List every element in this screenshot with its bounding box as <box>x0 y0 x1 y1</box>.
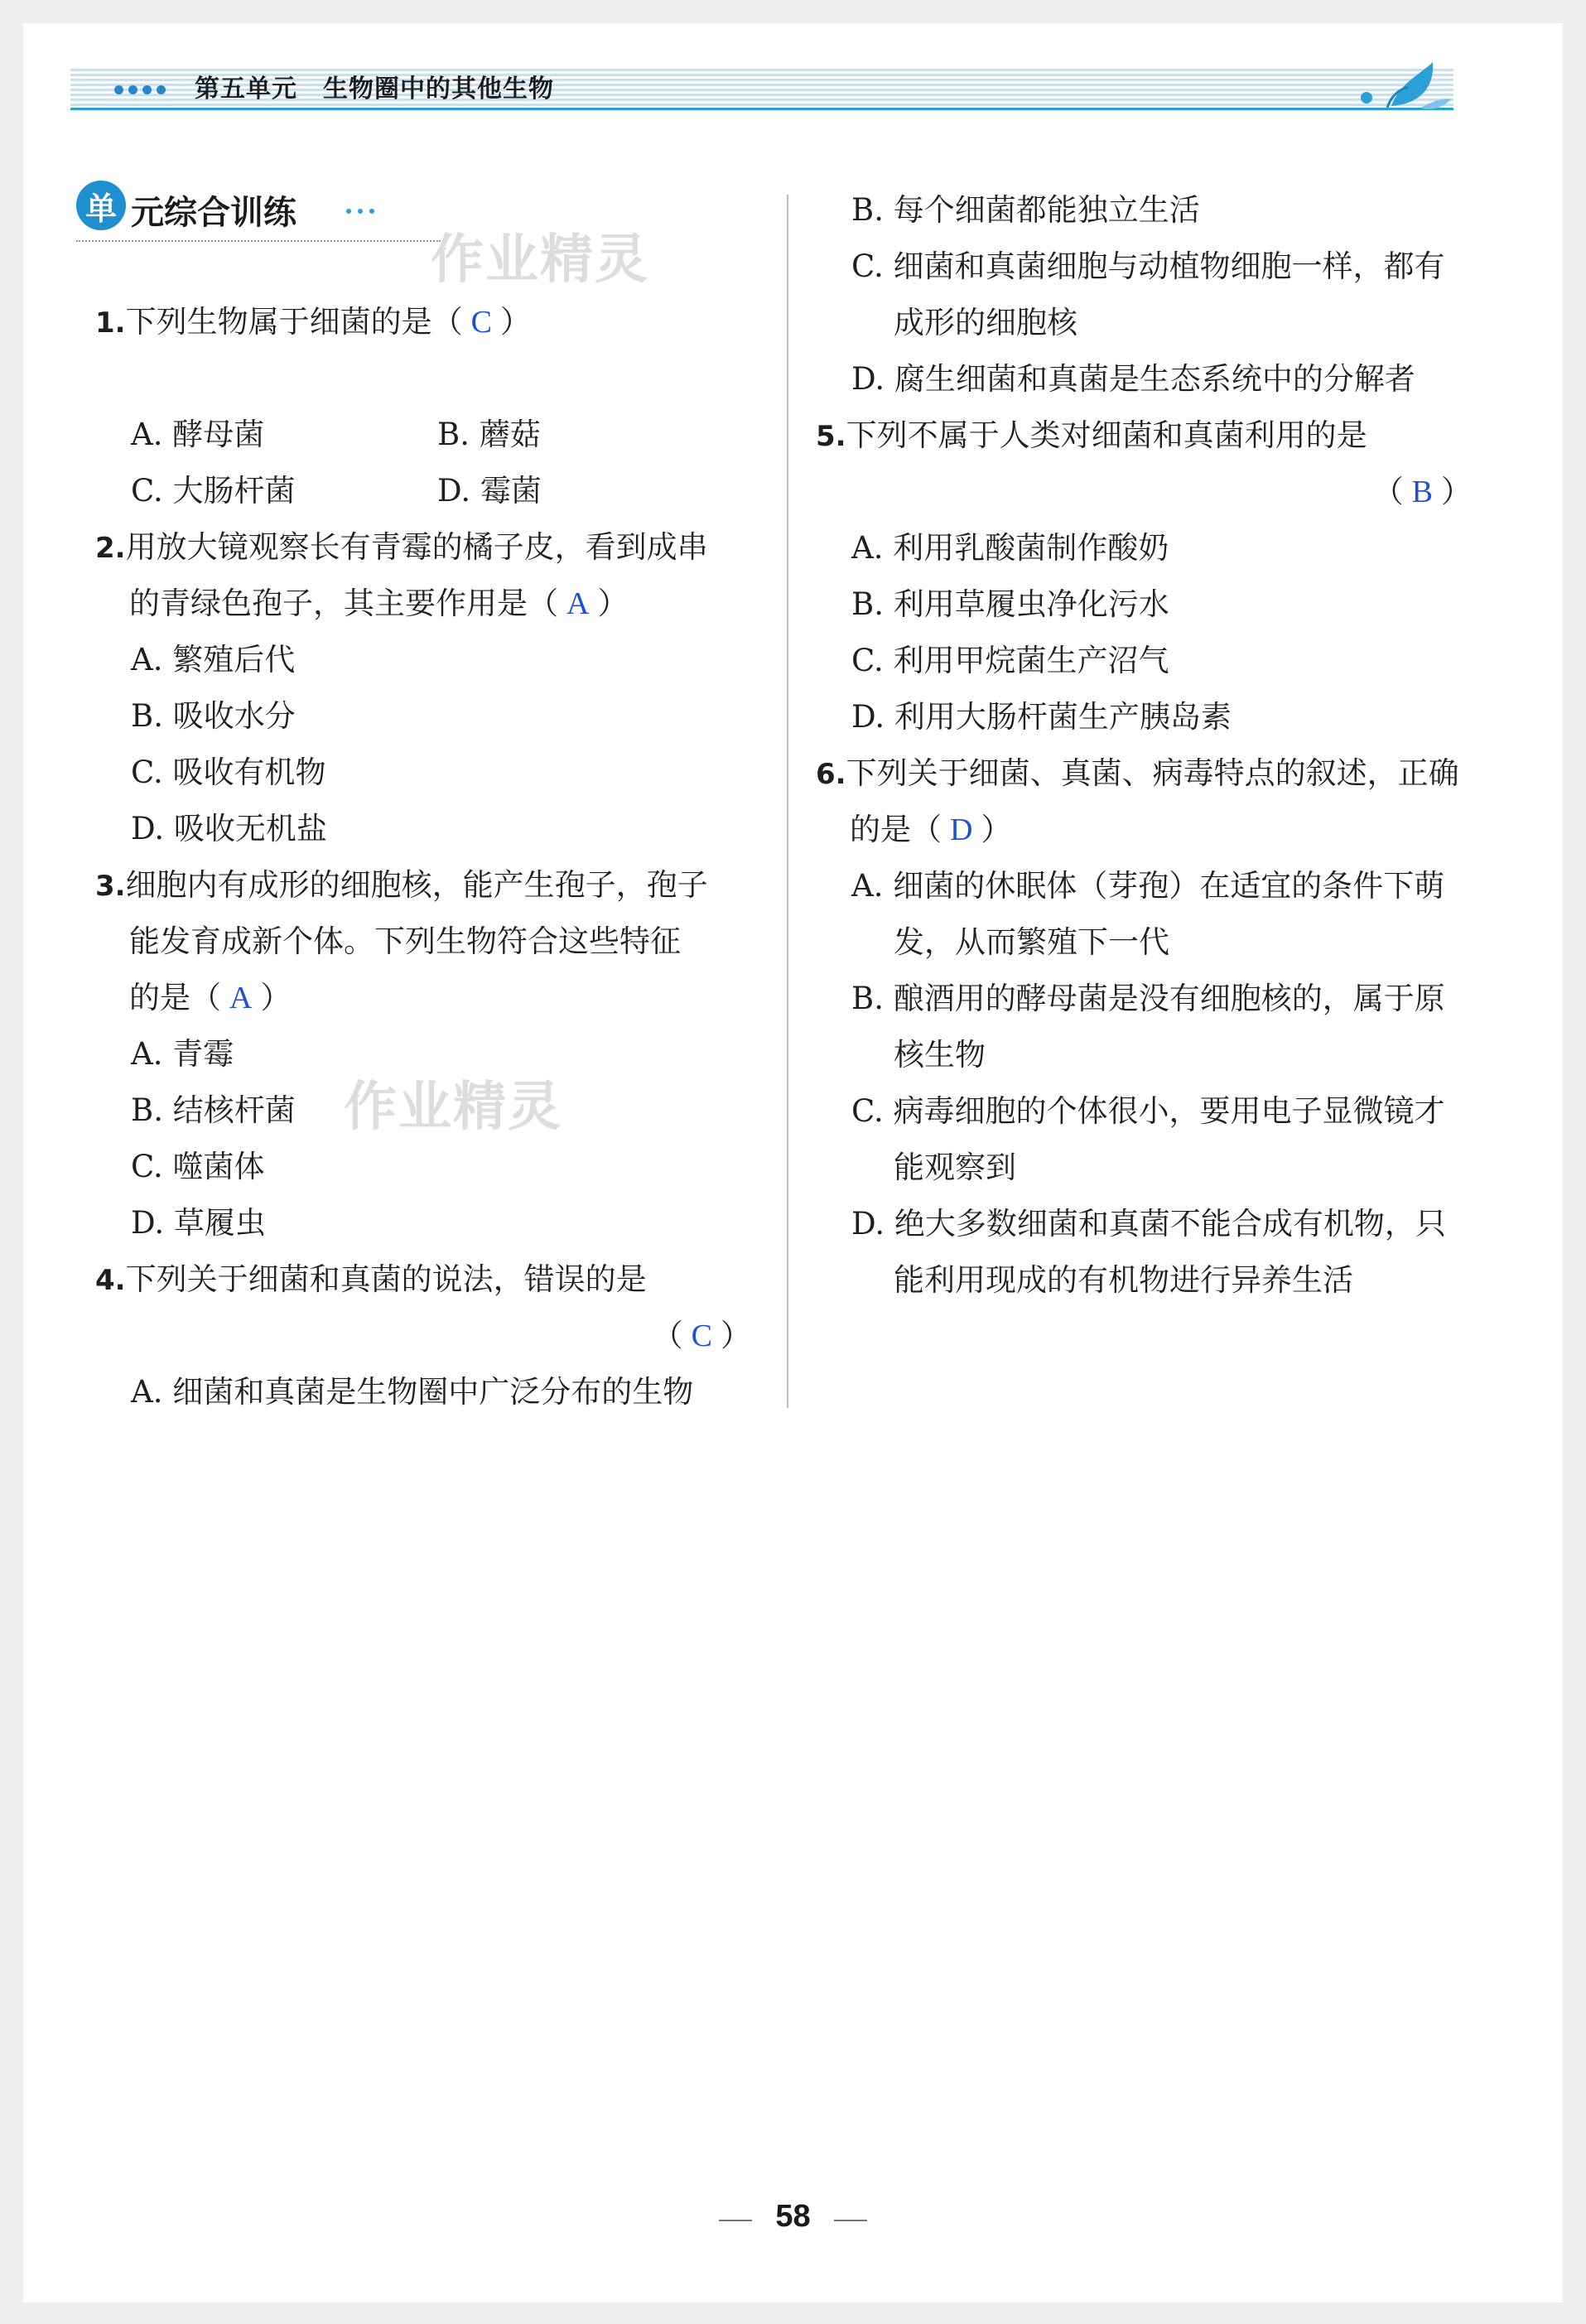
option: A. 酵母菌 <box>131 417 265 452</box>
option-cont: 核生物 <box>894 1037 986 1073</box>
section-dots-icon <box>346 209 374 214</box>
option: B. 利用草履虫净化污水 <box>851 586 1169 622</box>
question-6-stem-cont: 的是（ D ） <box>850 812 1012 847</box>
unit-title: 第五单元 生物圈中的其他生物 <box>195 75 554 104</box>
answer-6: D <box>950 812 973 847</box>
section-badge: 单 <box>76 181 126 230</box>
question-3-stem: 3.细胞内有成形的细胞核，能产生孢子，孢子 <box>95 867 708 903</box>
option: C. 大肠杆菌 <box>131 473 296 509</box>
question-4-stem: 4.下列关于细菌和真菌的说法，错误的是 <box>95 1261 647 1297</box>
option: D. 吸收无机盐 <box>131 811 327 846</box>
option: C. 利用甲烷菌生产沼气 <box>851 643 1169 678</box>
option-cont: 能利用现成的有机物进行异养生活 <box>894 1262 1353 1298</box>
column-divider <box>787 195 788 1408</box>
question-5-stem: 5.下列不属于人类对细菌和真菌利用的是 <box>816 417 1367 453</box>
question-5-answer-line: （ B ） <box>1372 474 1472 509</box>
left-column <box>95 294 758 1420</box>
answer-3: A <box>229 981 253 1015</box>
option: B. 结核杆菌 <box>131 1092 296 1128</box>
answer-5: B <box>1411 475 1433 509</box>
answer-1: C <box>470 305 492 340</box>
question-6-stem: 6.下列关于细菌、真菌、病毒特点的叙述，正确 <box>816 755 1459 791</box>
question-3-stem-cont: 能发育成新个体。下列生物符合这些特征 <box>129 923 681 959</box>
page-number-dash <box>834 2220 867 2221</box>
option: A. 青霉 <box>131 1036 234 1072</box>
option: D. 草履虫 <box>131 1205 266 1241</box>
watermark: 作业精灵 <box>344 1077 562 1138</box>
option: A. 繁殖后代 <box>131 642 296 677</box>
question-1-options-row <box>95 407 758 463</box>
option: C. 细菌和真菌细胞与动植物细胞一样，都有 <box>851 248 1445 284</box>
option: B. 每个细菌都能独立生活 <box>851 192 1200 228</box>
question-1-stem: 1.下列生物属于细菌的是（ C ） <box>95 304 531 340</box>
answer-2: A <box>566 586 590 621</box>
option: A. 细菌的休眠体（芽孢）在适宜的条件下萌 <box>851 868 1445 904</box>
section-underline <box>76 240 441 242</box>
option: C. 噬菌体 <box>131 1149 265 1184</box>
option: D. 霉菌 <box>437 473 542 509</box>
option: B. 酿酒用的酵母菌是没有细胞核的，属于原 <box>851 981 1445 1016</box>
option: A. 利用乳酸菌制作酸奶 <box>851 530 1169 566</box>
watermark: 作业精灵 <box>431 229 649 291</box>
option: D. 腐生细菌和真菌是生态系统中的分解者 <box>851 361 1415 397</box>
question-2-stem: 2.用放大镜观察长有青霉的橘子皮，看到成串 <box>95 529 708 565</box>
option: B. 蘑菇 <box>437 417 541 452</box>
header-dots-icon <box>114 85 166 94</box>
option-cont: 成形的细胞核 <box>894 305 1077 340</box>
page-number: 58 <box>775 2199 811 2234</box>
question-1-options-row <box>95 463 758 519</box>
option: A. 细菌和真菌是生物圈中广泛分布的生物 <box>131 1374 694 1410</box>
question-3-stem-cont: 的是（ A ） <box>129 980 292 1015</box>
option: C. 病毒细胞的个体很小，要用电子显微镜才 <box>851 1093 1445 1129</box>
answer-4: C <box>691 1319 712 1353</box>
spacer <box>95 350 758 407</box>
option-cont: 发，从而繁殖下一代 <box>894 924 1169 960</box>
right-column <box>816 182 1478 1309</box>
option: D. 利用大肠杆菌生产胰岛素 <box>851 699 1232 735</box>
option-cont: 能观察到 <box>894 1150 1016 1185</box>
option: D. 绝大多数细菌和真菌不能合成有机物，只 <box>851 1206 1446 1242</box>
leaf-decoration-icon <box>1342 58 1458 116</box>
section-title: 元综合训练 <box>131 193 296 232</box>
question-2-stem-cont: 的青绿色孢子，其主要作用是（ A ） <box>129 586 629 621</box>
option: C. 吸收有机物 <box>131 755 326 790</box>
header-rule <box>70 108 1453 110</box>
question-4-answer-line: （ C ） <box>652 1318 751 1353</box>
option: B. 吸收水分 <box>131 698 296 734</box>
